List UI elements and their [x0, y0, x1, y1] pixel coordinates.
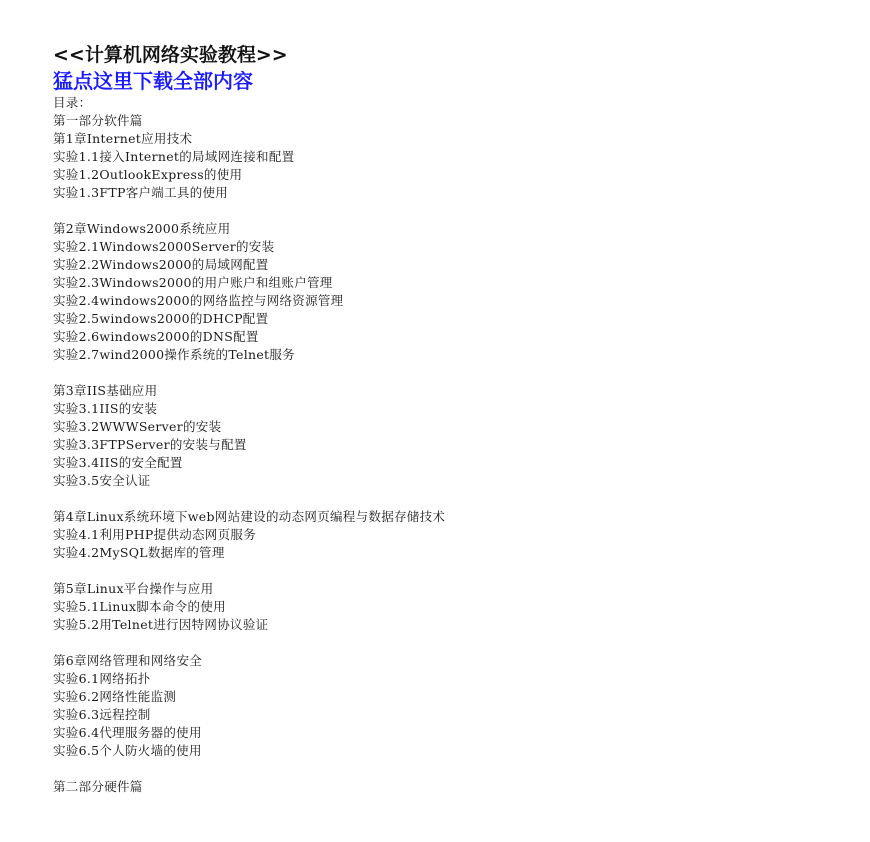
toc-experiment-item: 实验4.1利用PHP提供动态网页服务: [53, 527, 257, 542]
toc-chapter-heading: 第1章Internet应用技术: [53, 131, 193, 146]
toc-experiment-item: 实验4.2MySQL数据库的管理: [53, 545, 225, 560]
toc-experiment-item: 实验6.5个人防火墙的使用: [53, 743, 202, 758]
toc-chapter-heading: 第2章Windows2000系统应用: [53, 221, 231, 236]
toc-experiment-item: 实验3.3FTPServer的安装与配置: [53, 437, 247, 452]
toc-experiment-item: 实验1.3FTP客户端工具的使用: [53, 185, 229, 200]
toc-experiment-item: 实验5.2用Telnet进行因特网协议验证: [53, 617, 269, 632]
document-title: <<计算机网络实验教程>>: [53, 44, 288, 66]
toc-experiment-item: 实验2.6windows2000的DNS配置: [53, 329, 259, 344]
toc-part-heading: 第二部分硬件篇: [53, 779, 143, 794]
toc-experiment-item: 实验1.2OutlookExpress的使用: [53, 167, 243, 182]
toc-experiment-item: 实验3.5安全认证: [53, 473, 151, 488]
toc-chapter-heading: 第5章Linux平台操作与应用: [53, 581, 214, 596]
toc-experiment-item: 实验6.2网络性能监测: [53, 689, 177, 704]
toc-spacer: [53, 490, 853, 508]
toc-spacer: [53, 202, 853, 220]
toc-experiment-item: 实验3.2WWWServer的安装: [53, 419, 222, 434]
download-all-link[interactable]: 猛点这里下载全部内容: [53, 69, 253, 93]
toc-chapter-heading: 第4章Linux系统环境下web网站建设的动态网页编程与数据存储技术: [53, 509, 446, 524]
toc-spacer: [53, 634, 853, 652]
toc-experiment-item: 实验6.3远程控制: [53, 707, 151, 722]
toc-experiment-item: 实验3.4IIS的安全配置: [53, 455, 183, 470]
toc-list: [53, 112, 853, 796]
toc-part-heading: 第一部分软件篇: [53, 113, 143, 128]
toc-spacer: [53, 562, 853, 580]
toc-experiment-item: 实验2.7wind2000操作系统的Telnet服务: [53, 347, 295, 362]
toc-experiment-item: 实验5.1Linux脚本命令的使用: [53, 599, 226, 614]
toc-experiment-item: 实验2.5windows2000的DHCP配置: [53, 311, 269, 326]
toc-experiment-item: 实验6.1网络拓扑: [53, 671, 151, 686]
toc-heading: 目录：: [53, 95, 92, 110]
toc-experiment-item: 实验2.4windows2000的网络监控与网络资源管理: [53, 293, 344, 308]
toc-experiment-item: 实验2.3Windows2000的用户账户和组账户管理: [53, 275, 333, 290]
toc-spacer: [53, 364, 853, 382]
toc-chapter-heading: 第3章IIS基础应用: [53, 383, 158, 398]
toc-experiment-item: 实验2.1Windows2000Server的安装: [53, 239, 275, 254]
toc-experiment-item: 实验3.1IIS的安装: [53, 401, 158, 416]
document-body: [53, 44, 853, 796]
toc-experiment-item: 实验6.4代理服务器的使用: [53, 725, 202, 740]
toc-experiment-item: 实验1.1接入Internet的局域网连接和配置: [53, 149, 295, 164]
toc-spacer: [53, 760, 853, 778]
toc-chapter-heading: 第6章网络管理和网络安全: [53, 653, 203, 668]
toc-experiment-item: 实验2.2Windows2000的局域网配置: [53, 257, 269, 272]
